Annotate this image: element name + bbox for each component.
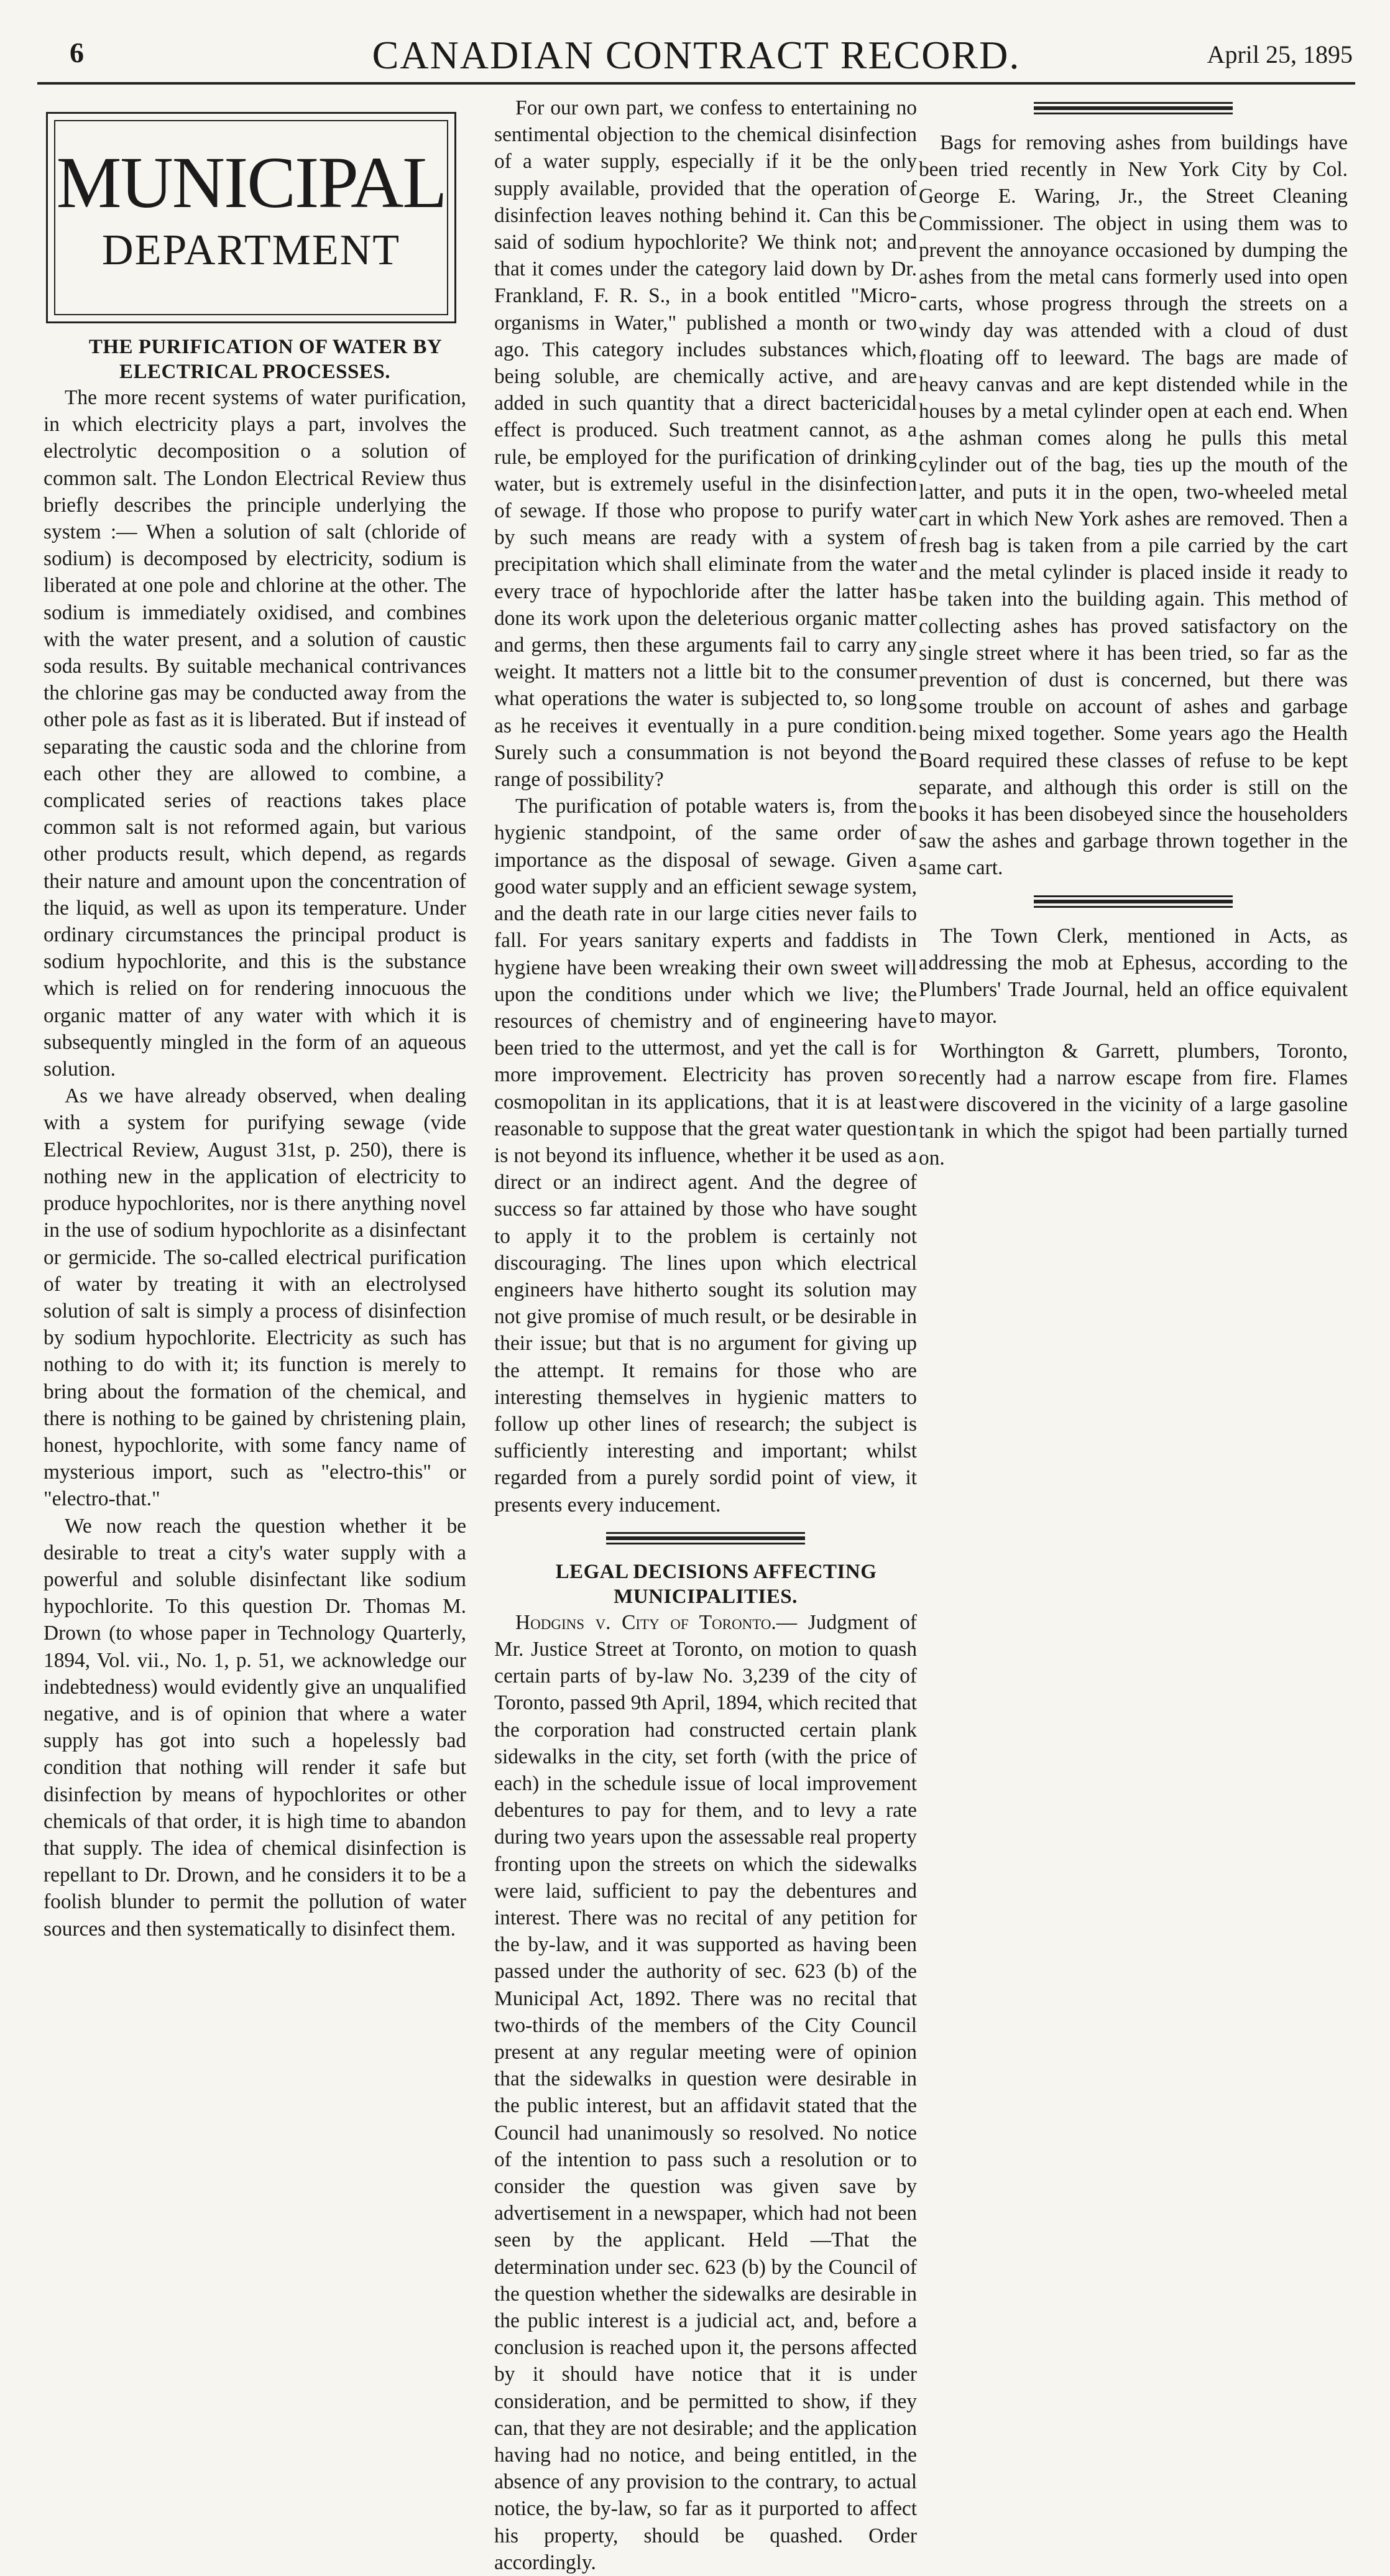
- column-2: [494, 95, 917, 2576]
- article-paragraph-town-clerk: The Town Clerk, mentioned in Acts, as addressing the mob at Ephesus, according to the Plumbers' Trade Journal, held an office equivalent to mayor.: [919, 924, 1348, 1028]
- section-divider: [1034, 102, 1233, 114]
- article-paragraph: As we have already observed, when dealing with a system for purifying sewage (vide Electrical Review, August 31st, p. 250), there is nothing new in the application of electricity to produce hypochlorites, nor is there anything novel in the use of sodium hypochlorite as a disinfectant or germicide. The so-called electrical purification of water by treating it with an electrolysed solution of salt is simply a process of disinfection by sodium hypochlorite. Electricity as such has nothing to do with it; its function is merely to bring about the formation of the chemical, and there is nothing to be gained by christening plain, honest, hypochlorite, with some fancy name of mysterious import, such as "electro-this" or "electro-that.": [44, 1084, 466, 1511]
- article-paragraph: [494, 1609, 917, 2576]
- issue-date: April 25, 1895: [1207, 40, 1353, 68]
- department-banner-inner: [54, 120, 448, 315]
- column-1: [44, 95, 466, 1942]
- case-title: Hodgins v. City of Toronto.—: [515, 1610, 798, 1634]
- article-paragraph: The purification of potable waters is, from the hygienic standpoint, of the same order of importance as the disposal of sewage. Given a good water supply and an efficient sewage system, and the death rate in our large cities never fails to fall. For years sanitary experts and faddists in hygiene have been wreaking their own sweet will upon the conditions under which we live; the resources of chemistry and of engineering have been tried to the uttermost, and yet the call is for more improvement. Electricity has proven so cosmopolitan in its applications, that it is at least reasonable to suppose that the great water question is not beyond its influence, whether it be used as a direct or an indirect agent. And the degree of success so far attained by those who have sought to apply it to the problem is certainly not discouraging. The lines upon which electrical engineers have hitherto sought its solution may not give promise of much result, or be desirable in their issue; but that is no argument for giving up the attempt. It remains for those who are interesting themselves in hygienic matters to follow up other lines of research; the subject is sufficiently interesting and important; whilst regarded from a purely sordid point of view, it presents every inducement.: [494, 795, 917, 1517]
- department-title-line2: DEPARTMENT: [102, 226, 400, 274]
- article-paragraph-fire: Worthington & Garrett, plumbers, Toronto, recently had a narrow escape from fire. Flames were discovered in the vicinity of a large gasoline tank in which the spigot had been partially turned on.: [919, 1039, 1348, 1170]
- article-paragraph: We now reach the question whether it be desirable to treat a city's water supply with a powerful and soluble disinfectant like sodium hypochlorite. To this question Dr. Thomas M. Drown (to whose paper in Technology Quarterly, 1894, Vol. vii., No. 1, p. 51, we acknowledge our indebtedness) would evidently give an unqualified negative, and is of opinion that where a water supply has got into such a hopelessly bad condition that nothing will render it safe but disinfection by means of hypochlorites or other chemicals of that order, it is high time to abandon that supply. The idea of chemical disinfection is repellant to Dr. Drown, and he considers it to be a foolish blunder to permit the pollution of water sources and then systematically to disinfect them.: [44, 1514, 466, 1941]
- page-number: 6: [70, 37, 84, 68]
- department-banner: [46, 112, 456, 323]
- case-text: Judgment of Mr. Justice Street at Toronto, on motion to quash certain parts of by-law No. 3,239 of the city of Toronto, passed 9th April, 1894, which recited that the corporation had constructed certain plank sidewalks in the city, set forth (with the price of each) in the schedule issue of local improvement debentures to pay for them, and to levy a rate during two years upon the assessable real property fronting upon the streets on which the sidewalks were laid, sufficient to pay the debentures and interest. There was no recital of any petition for the by-law, and it was supported as having been passed under the authority of sec. 623 (b) of the Municipal Act, 1892. There was no recital that two-thirds of the members of the City Council present at any regular meeting were of opinion that the sidewalks in question were desirable in the public interest, but an affidavit stated that the Council had unanimously so resolved. No notice of the intention to pass such a resolution or to consider the question was given save by advertisement in a newspaper, which had not been seen by the applicant. Held —That the determination under sec. 623 (b) by the Council of the question whether the sidewalks are desirable in the public interest is a judicial act, and, before a conclusion is reached upon it, the persons affected by it should have notice that it is under consideration, and be permitted to show, if they can, that they are not desirable; and the application having had no notice, and being entitled, in the absence of any provision to the contrary, to actual notice, the by-law, so far as it purported to affect his property, should be quashed. Order accordingly.: [494, 1610, 917, 2574]
- article-paragraph: The more recent systems of water purification, in which electricity plays a part, involves the electrolytic decomposition o a solution of common salt. The London Electrical Review thus briefly describes the principle underlying the system :— When a solution of salt (chloride of sodium) is decomposed by electricity, sodium is liberated at one pole and chlorine at the other. The sodium is immediately oxidised, and combines with the water present, and a solution of caustic soda results. By suitable mechanical contrivances the chlorine gas may be conducted away from the other pole as fast as it is liberated. But if instead of separating the caustic soda and the chlorine from each other they are allowed to combine, a complicated series of reactions takes place common salt is not reformed again, but various other products result, which depend, as regards their nature and amount upon the concentration of the liquid, as well as upon its temperature. Under ordinary circumstances the principal product is sodium hypochlorite, and this is the substance which is relied on for rendering innocuous the organic matter of any water with which it is subsequently mingled in the form of an aqueous solution.: [44, 386, 466, 1081]
- column-3: [919, 95, 1348, 1172]
- article-headline-water-purification: THE PURIFICATION OF WATER BY ELECTRICAL PROCESSES.: [88, 336, 443, 383]
- article-paragraph: For our own part, we confess to entertaining no sentimental objection to the chemical disinfection of a water supply, especially if it be the only supply available, provided that the operation of disinfection leaves nothing behind it. Can this be said of sodium hypochlorite? We think not; and that it comes under the category laid down by Dr. Frankland, F. R. S., in a book entitled "Micro-organisms in Water," published a month or two ago. This category includes substances which, being soluble, are chemically active, and are added in such quantity that a direct bactericidal effect is produced. Such treatment cannot, as a rule, be employed for the purification of drinking water, but is extremely useful in the disinfection of sewage. If those who propose to purify water by such means are ready with a system of precipitation which shall eliminate from the water every trace of hypochloride after the latter has done its work upon the deleterious organic matter and germs, then these arguments fail to carry any weight. It matters not a little bit to the consumer what operations the water is subjected to, so long as he receives it eventually in a pure condition. Surely such a consummation is not beyond the range of possibility?: [494, 96, 917, 792]
- department-title-line1: MUNICIPAL: [56, 142, 446, 223]
- section-divider: [606, 1532, 805, 1544]
- publication-title: CANADIAN CONTRACT RECORD.: [372, 33, 1021, 77]
- section-divider: [1034, 895, 1233, 908]
- article-headline-legal-decisions: LEGAL DECISIONS AFFECTING MUNICIPALITIES.: [555, 1560, 877, 1608]
- masthead: [37, 25, 1355, 85]
- article-paragraph-ash-bags: Bags for removing ashes from buildings have been tried recently in New York City by Col. George E. Waring, Jr., the Street Cleaning Commissioner. The object in using them was to prevent the annoyance occasioned by dumping the ashes from the metal cans formerly used into open carts, whose progress through the streets on a windy day was attended with a cloud of dust floating off to leeward. The bags are made of heavy canvas and are kept distended while in the houses by a metal cylinder open at each end. When the ashman comes along he pulls this metal cylinder out of the bag, ties up the mouth of the latter, and puts it in the open, two-wheeled metal cart in which New York ashes are removed. Then a fresh bag is taken from a pile carried by the cart and the metal cylinder is placed inside it ready to be taken into the building again. This method of collecting ashes has proved satisfactory on the single street where it has been tried, so far as the prevention of dust is concerned, but there was some trouble on account of ashes and garbage being mixed together. Some years ago the Health Board required these classes of refuse to be kept separate, and although this order is still on the books it has been disobeyed since the householders saw the ashes and garbage thrown together in the same cart.: [919, 131, 1348, 880]
